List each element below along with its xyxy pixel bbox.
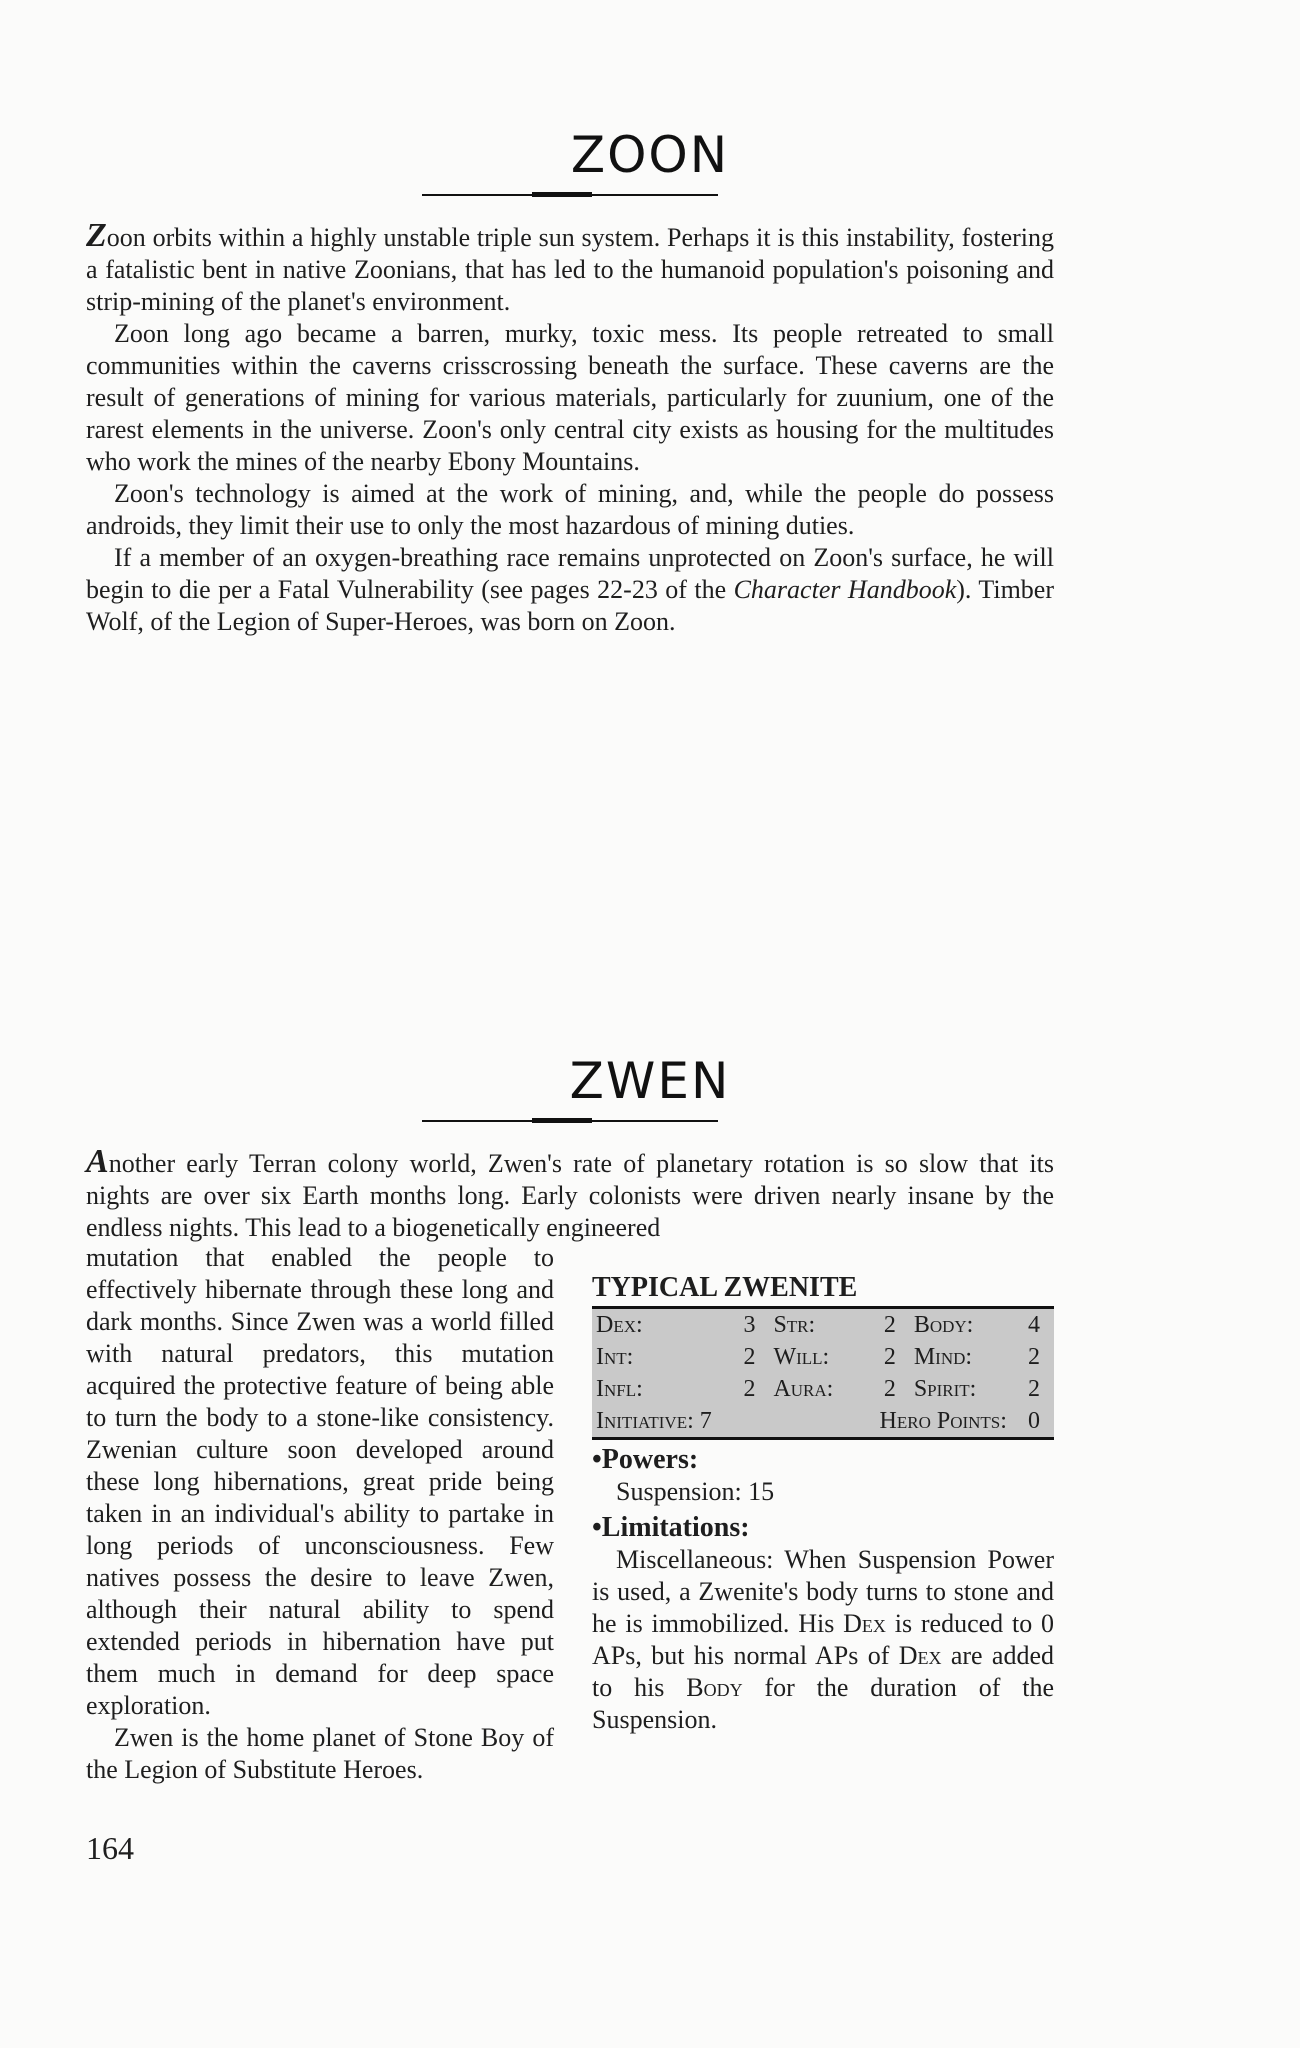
zwen-intro-paragraph xyxy=(86,1143,1054,1244)
lim-dex-2: Dex xyxy=(898,1641,942,1670)
lim-dex-1: Dex xyxy=(843,1609,886,1638)
initiative-cell xyxy=(592,1405,769,1439)
stat-value: 4 xyxy=(1028,1312,1040,1338)
zoon-p1-text: oon orbits within a highly unstable triple sun system. Perhaps it is this instability, fostering a fatalistic bent in native Zoonians, that has led to the humanoid population's poisoning and strip-mining of the planet's environment. xyxy=(86,223,1054,316)
stat-row xyxy=(592,1373,1054,1405)
zwen-title-rule xyxy=(422,1120,718,1122)
zoon-paragraph-4 xyxy=(86,542,1054,638)
lim-body: Body xyxy=(686,1673,743,1702)
page-number: 164 xyxy=(86,1830,134,1866)
limitations-text xyxy=(592,1544,1054,1736)
zwen-left-column xyxy=(86,1242,554,1786)
stat-label: Aura: xyxy=(773,1376,834,1402)
zoon-p4-text-a: If a member of an oxygen-breathing race remains unprotected on Zoon's surface, he will begin to die per a Fatal Vulnerability (see pages 22-23 of the xyxy=(86,543,1054,604)
zoon-paragraph-2: Zoon long ago became a barren, murky, toxic mess. Its people retreated to small communities within the caverns crisscrossing beneath the surface. These caverns are the result of generations of mining for various materials, particularly for zuunium, one of the rarest elements in the universe. Zoon's only central city exists as housing for the multitudes who work the mines of the nearby Ebony Mountains. xyxy=(86,319,1054,476)
stat-label: Int: xyxy=(596,1344,634,1370)
stat-value: 2 xyxy=(743,1376,756,1402)
initiative-label: Initiative: xyxy=(596,1408,694,1434)
zoon-paragraph-3: Zoon's technology is aimed at the work of mining, and, while the people do possess androids, they limit their use to only the most hazardous of mining duties. xyxy=(86,479,1054,540)
zoon-paragraph-1 xyxy=(86,217,1054,318)
lim-text-4: for the duration of the Suspension. xyxy=(592,1673,1055,1734)
limitations-heading: •Limitations: xyxy=(592,1512,750,1543)
stat-table xyxy=(592,1309,1054,1440)
zwen-title: ZWEN xyxy=(569,1052,731,1110)
zwen-intro xyxy=(86,1143,1054,1244)
stat-row xyxy=(592,1341,1054,1373)
hero-points-label: Hero Points: xyxy=(879,1408,1007,1434)
stat-row-initiative xyxy=(592,1405,1054,1439)
zoon-title-rule xyxy=(422,194,718,196)
stat-label: Str: xyxy=(773,1312,816,1338)
zwen-paragraph-1: mutation that enabled the people to effectively hibernate through these long and dark months. Since Zwen was a world filled with natural predators, this mutation acquired the protective feature of being able to turn the body to a stone-like consistency. Zwenian culture soon developed around these long hibernations, great pride being taken in an individual's ability to partake in long periods of unconsciousness. Few natives possess the desire to leave Zwen, although their natural ability to spend extended periods in hibernation have put them much in demand for deep space exploration. xyxy=(86,1243,554,1720)
stat-value: 3 xyxy=(743,1312,756,1338)
zwen-paragraph-2: Zwen is the home planet of Stone Boy of the Legion of Substitute Heroes. xyxy=(86,1723,554,1784)
zoon-dropcap: Z xyxy=(86,217,107,254)
powers-text: Suspension: 15 xyxy=(616,1477,775,1506)
stat-label: Spirit: xyxy=(913,1376,977,1402)
stat-value: 2 xyxy=(883,1376,896,1402)
stat-row xyxy=(592,1309,1054,1341)
stat-value: 2 xyxy=(883,1312,896,1338)
stat-value: 2 xyxy=(1028,1376,1040,1402)
stat-label: Dex: xyxy=(596,1312,643,1338)
stat-block-title: TYPICAL ZWENITE xyxy=(592,1272,1054,1309)
initiative-value: 7 xyxy=(699,1408,712,1434)
zwen-intro-text: nother early Terran colony world, Zwen's rate of planetary rotation is so slow that its nights are over six Earth months long. Early colonists were driven nearly insane by the endless nights. This lead to a biogenetically engineered xyxy=(86,1149,1054,1242)
zoon-title: ZOON xyxy=(570,126,730,184)
powers-heading: •Powers: xyxy=(592,1444,699,1475)
stat-block xyxy=(592,1272,1054,1736)
stat-label: Mind: xyxy=(913,1344,973,1370)
stat-value: 2 xyxy=(883,1344,896,1370)
stat-label: Infl: xyxy=(596,1376,643,1402)
lim-text-3: are added to his xyxy=(592,1641,1054,1702)
stat-value: 2 xyxy=(1028,1344,1040,1370)
stat-label: Body: xyxy=(913,1312,974,1338)
zoon-body xyxy=(86,217,1054,638)
zwen-dropcap: A xyxy=(86,1143,109,1180)
stat-value: 2 xyxy=(743,1344,756,1370)
stat-label: Will: xyxy=(773,1344,830,1370)
zoon-p4-text-b: ). Timber Wolf, of the Legion of Super-Heroes, was born on Zoon. xyxy=(86,575,1054,636)
lim-text-1: Miscellaneous: When Suspension Power is used, a Zwenite's body turns to stone and he is immobilized. His xyxy=(592,1545,1054,1638)
hero-points-value: 0 xyxy=(1028,1408,1040,1434)
book-title: Character Handbook xyxy=(733,575,957,604)
lim-text-2: is reduced to 0 APs, but his normal APs of xyxy=(592,1609,1055,1670)
